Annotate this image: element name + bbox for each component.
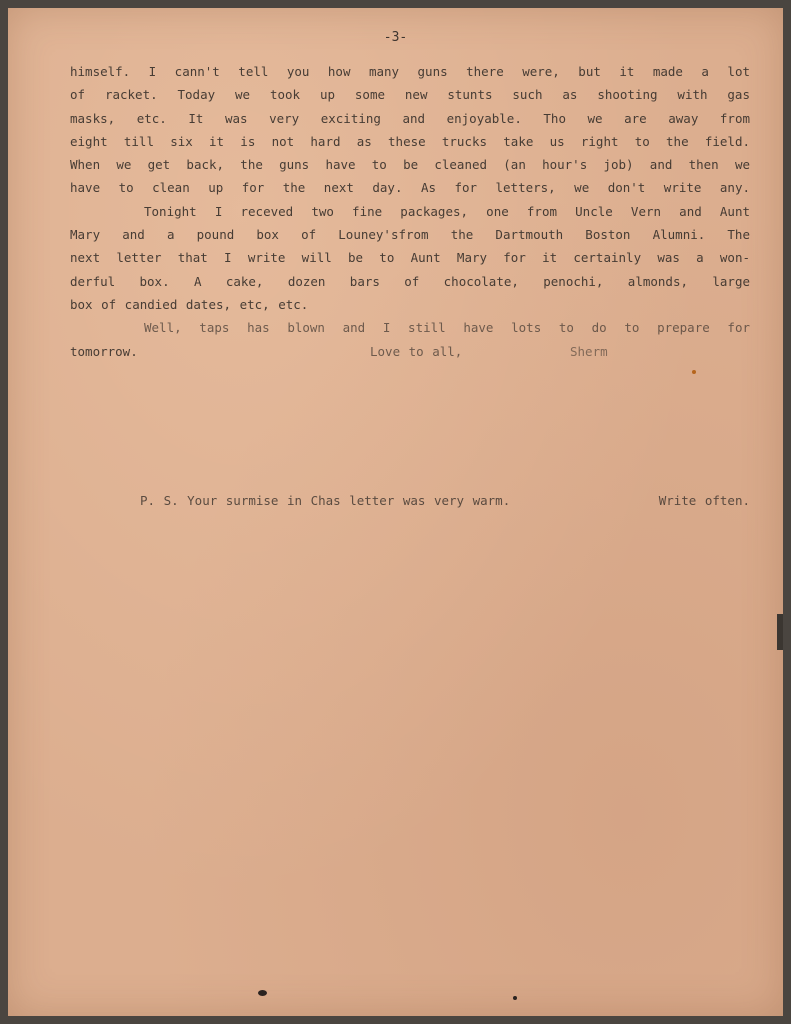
closing-line-start: tomorrow. (70, 343, 138, 359)
page-number: -3- (383, 30, 408, 45)
letter-line-6: have to clean up for the next day. As for letters, we don't write any. (70, 180, 750, 196)
paper-speck (258, 990, 267, 996)
letter-line-2: of racket. Today we took up some new stunts such as shooting with gas (70, 87, 750, 103)
postscript-tail: Write often. (658, 493, 750, 508)
letter-line-4: eight till six it is not hard as these trucks take us right to the field. (70, 133, 750, 149)
letter-line-7: Tonight I receved two fine packages, one from Uncle Vern and Aunt (144, 203, 750, 219)
letter-line-10: derful box. A cake, dozen bars of chocolate, penochi, almonds, large (70, 273, 750, 289)
letter-line-11: box of candied dates, etc, etc. (70, 296, 309, 312)
letter-body (70, 60, 750, 363)
postscript-text: P. S. Your surmise in Chas letter was very warm. (140, 493, 511, 508)
letter-page (8, 8, 783, 1016)
letter-line-8: Mary and a pound box of Louney'sfrom the Dartmouth Boston Alumni. The (70, 227, 750, 243)
closing-salutation: Love to all, (370, 343, 463, 359)
letter-line-3: masks, etc. It was very exciting and enjoyable. Tho we are away from (70, 110, 750, 126)
letter-line-12: Well, taps has blown and I still have lots to do to prepare for (144, 320, 750, 336)
letter-line-1: himself. I cann't tell you how many guns there were, but it made a lot (70, 64, 750, 79)
paper-speck (692, 370, 696, 374)
letter-line-9: next letter that I write will be to Aunt Mary for it certainly was a won- (70, 250, 750, 266)
letter-line-5: When we get back, the guns have to be cleaned (an hour's job) and then we (70, 157, 750, 173)
signature: Sherm (570, 343, 608, 359)
postscript (140, 489, 750, 512)
paper-edge-tear (777, 614, 783, 650)
paper-speck (513, 996, 517, 1000)
closing-row (70, 340, 750, 363)
